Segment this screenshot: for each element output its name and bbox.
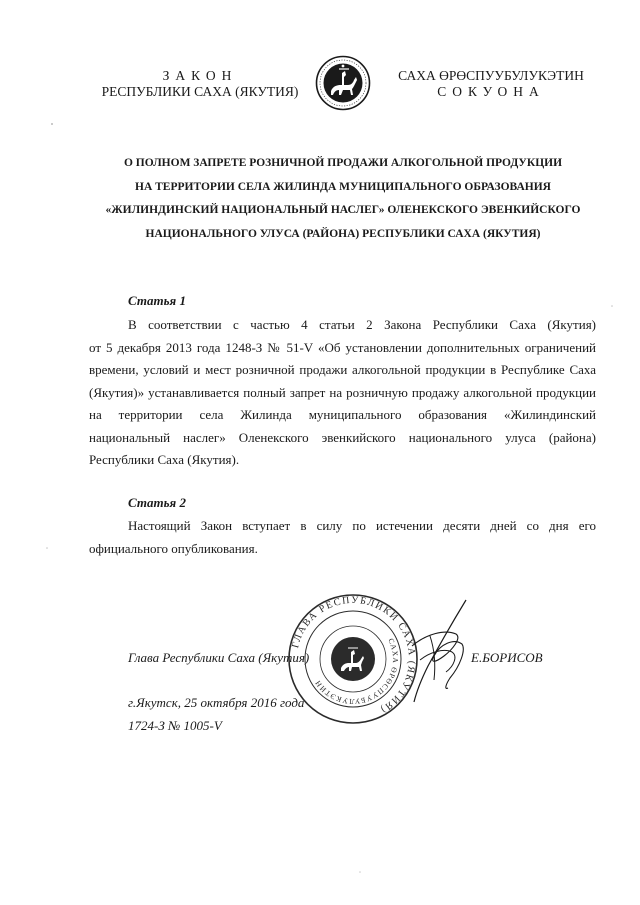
header-left	[84, 68, 316, 100]
handwritten-signature-icon	[400, 596, 475, 708]
article-1-text	[89, 314, 596, 472]
header-republic-name-sakha: САХА ӨРӨСПУУБУЛУКЭТИН	[398, 68, 584, 83]
law-title	[100, 152, 586, 246]
header-right	[378, 68, 604, 100]
article-2-text	[89, 515, 596, 560]
law-title-line: «ЖИЛИНДИНСКИЙ НАЦИОНАЛЬНЫЙ НАСЛЕГ» ОЛЕНЕКСКОГО ЭВЕНКИЙСКОГО	[105, 204, 581, 216]
signatory-name: Е.БОРИСОВ	[471, 650, 543, 665]
article-2-line: Настоящий Закон вступает в силу по истечении десяти дней со дня его	[128, 518, 596, 533]
law-title-line: О ПОЛНОМ ЗАПРЕТЕ РОЗНИЧНОЙ ПРОДАЖИ АЛКОГОЛЬНОЙ ПРОДУКЦИИ	[123, 157, 563, 169]
signatory-title: Глава Республики Саха (Якутия)	[128, 650, 310, 665]
article-1-line: от 5 декабря 2013 года 1248-З № 51-V «Об установлении дополнительных ограничений	[89, 339, 596, 355]
article-1-line: Республики Саха (Якутия).	[89, 452, 240, 467]
article-1-heading: Статья 1	[128, 293, 186, 308]
article-1-line: В соответствии с частью 4 статьи 2 Закона Республики Саха (Якутия)	[128, 317, 596, 332]
article-2-heading: Статья 2	[128, 495, 186, 510]
header-republic-name: РЕСПУБЛИКИ САХА (ЯКУТИЯ)	[101, 84, 299, 99]
republic-emblem-icon	[315, 55, 371, 111]
article-2-line: официального опубликования.	[89, 540, 258, 556]
law-title-line: НА ТЕРРИТОРИИ СЕЛА ЖИЛИНДА МУНИЦИПАЛЬНОГО ОБРАЗОВАНИЯ	[135, 180, 551, 193]
place-and-date: г.Якутск, 25 октября 2016 года	[128, 695, 305, 710]
law-number: 1724-З № 1005-V	[128, 718, 222, 733]
law-title-line: НАЦИОНАЛЬНОГО УЛУСА (РАЙОНА) РЕСПУБЛИКИ САХА (ЯКУТИЯ)	[145, 227, 541, 240]
seal-outer-text: ГЛАВА РЕСПУБЛИКИ САХА (ЯКУТИЯ)	[290, 594, 418, 716]
article-1-line: национальный наслег» Оленекского эвенкийского национального улуса (района)	[89, 429, 596, 445]
article-1-line: (Якутия)» устанавливается полный запрет на розничную продажу алкогольной продукции	[89, 384, 596, 400]
header-law-label: ЗАКОН	[162, 68, 238, 83]
article-1-line: на территории села Жилинда муниципального образования «Жилиндинский	[89, 407, 596, 422]
seal-inner-text: САХА ӨРӨСПУУБУЛУКЭТИН	[312, 636, 401, 707]
header-law-label-sakha: СОКУОНА	[437, 84, 545, 99]
article-1-line: времени, условий и мест розничной продажи алкогольной продукции в Республике Саха	[89, 362, 596, 377]
